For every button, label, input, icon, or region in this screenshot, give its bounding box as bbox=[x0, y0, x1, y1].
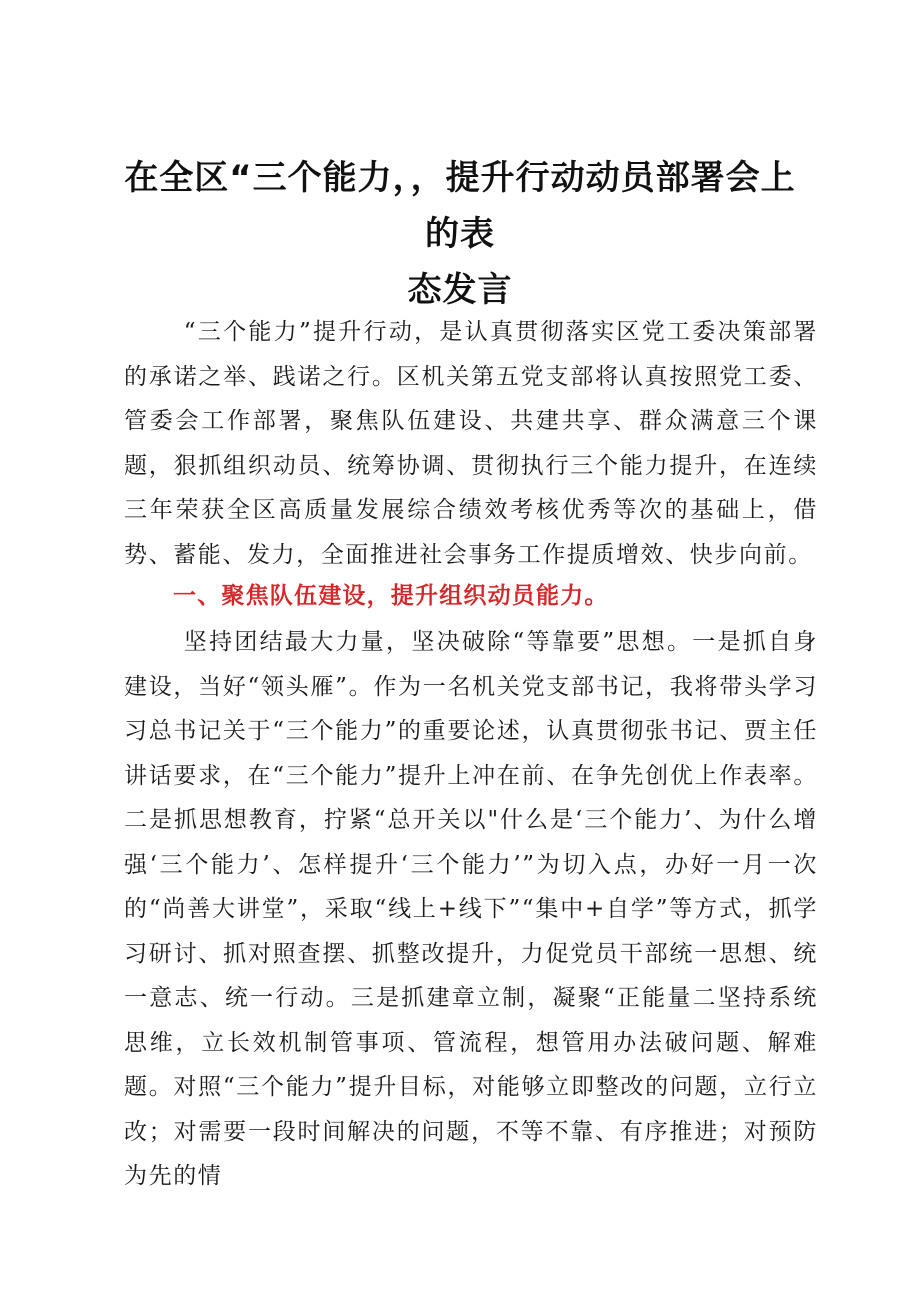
document-title bbox=[110, 150, 810, 318]
paragraph-intro: “三个能力”提升行动，是认真贯彻落实区党工委决策部署的承诺之举、践诺之行。区机关第五党支部将认真按照党工委、管委会工作部署，聚焦队伍建设、共建共享、群众满意三个课题，狠抓组织动员、统筹协调、贯彻执行三个能力提升，在连续三年荣获全区高质量发展综合绩效考核优秀等次的基础上，借势、蓄能、发力，全面推进社会事务工作提质增效、快步向前。 bbox=[124, 319, 818, 568]
title-line-2: 态发言 bbox=[407, 270, 513, 310]
title-line-1: 在全区“三个能力，，提升行动动员部署会上的表 bbox=[124, 158, 796, 254]
section-heading-1: 一、聚焦队伍建设，提升组织动员能力。 bbox=[173, 583, 609, 609]
paragraph-section-1: 坚持团结最大力量，坚决破除“等靠要”思想。一是抓自身建设，当好“领头雁”。作为一名机关党支部书记，我将带头学习习总书记关于“三个能力”的重要论述，认真贯彻张书记、贾主任讲话要求，在“三个能力”提升上冲在前、在争先创优上作表率。二是抓思想教育，拧紧“总开关以"什么是‘三个能力’、为什么增强‘三个能力’、怎样提升‘三个能力’”为切入点，办好一月一次的“尚善大讲堂”，采取“线上+线下”“集中+自学”等方式，抓学习研讨、抓对照查摆、抓整改提升，力促党员干部统一思想、统一意志、统一行动。三是抓建章立制，凝聚“正能量二坚持系统思维，立长效机制管事项、管流程，想管用办法破问题、解难题。对照“三个能力”提升目标，对能够立即整改的问题，立行立改；对需要一段时间解决的问题，不等不靠、有序推进；对预防为先的情 bbox=[124, 629, 818, 1189]
